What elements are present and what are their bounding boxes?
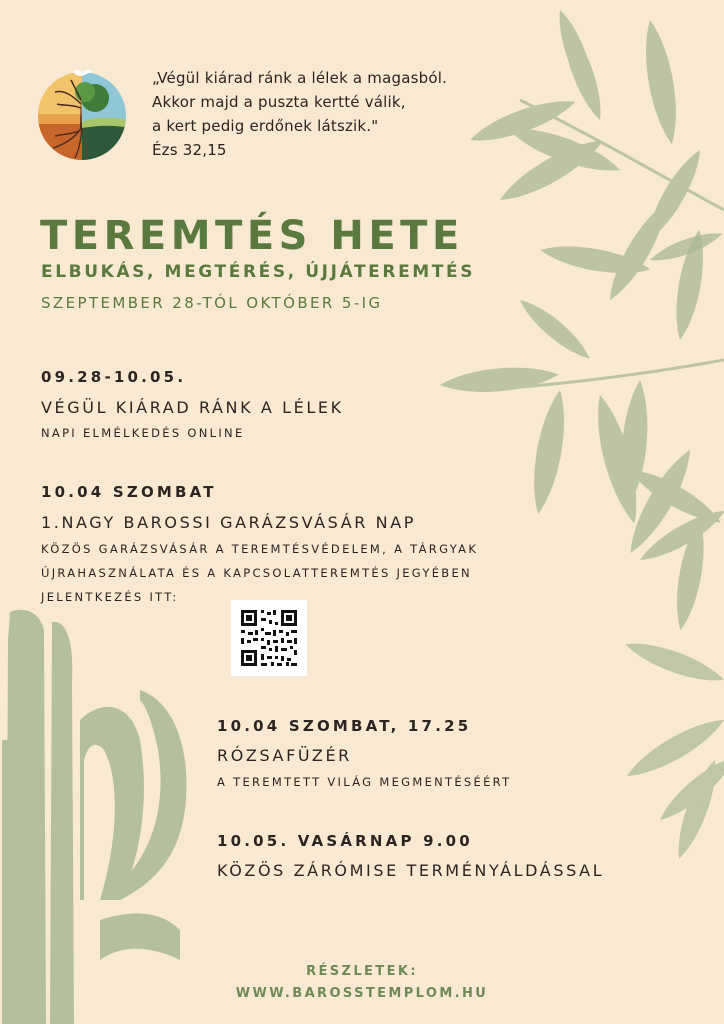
event-title: KÖZÖS ZÁRÓMISE TERMÉNYÁLDÁSSAL [217, 861, 605, 880]
event-date: 10.04 SZOMBAT [41, 483, 217, 501]
event-description: KÖZÖS GARÁZSVÁSÁR A TEREMTÉSVÉDELEM, A TÁRGYAK [41, 542, 479, 556]
event-date: 10.04 SZOMBAT, 17.25 [217, 717, 472, 735]
page-title: TEREMTÉS HETE [40, 213, 464, 259]
quote-reference: Ézs 32,15 [152, 141, 227, 159]
event-date: 09.28-10.05. [41, 368, 187, 386]
bible-quote [152, 66, 447, 162]
event-description: ÚJRAHASZNÁLATA ÉS A KAPCSOLATTEREMTÉS JEGYÉBEN [41, 566, 472, 580]
event-description: NAPI ELMÉLKEDÉS ONLINE [41, 426, 245, 440]
quote-line: a kert pedig erdőnek látszik." [152, 117, 379, 135]
page-subtitle: ELBUKÁS, MEGTÉRÉS, ÚJJÁTEREMTÉS [41, 262, 476, 282]
qr-code-icon[interactable] [231, 600, 307, 676]
tree-logo-icon [35, 64, 129, 160]
date-range: SZEPTEMBER 28-TÓL OKTÓBER 5-IG [41, 294, 383, 312]
event-title: VÉGÜL KIÁRAD RÁNK A LÉLEK [41, 398, 344, 417]
olive-branch-middle [439, 228, 724, 632]
event-title: RÓZSAFÜZÉR [217, 746, 352, 765]
registration-label: JELENTKEZÉS ITT: [41, 590, 179, 604]
quote-line: „Végül kiárad ránk a lélek a magasból. [152, 69, 448, 87]
event-description: A TEREMTETT VILÁG MEGMENTÉSÉÉRT [217, 775, 512, 789]
website-link[interactable]: WWW.BAROSSTEMPLOM.HU [235, 986, 489, 1001]
footer-label: RÉSZLETEK: [306, 964, 418, 979]
quote-line: Akkor majd a puszta kertté válik, [152, 93, 406, 111]
cactus-decoration [2, 610, 187, 1024]
event-date: 10.05. VASÁRNAP 9.00 [217, 832, 473, 850]
event-title: 1.NAGY BAROSSI GARÁZSVÁSÁR NAP [41, 513, 417, 532]
olive-branch-bottom [622, 635, 724, 863]
